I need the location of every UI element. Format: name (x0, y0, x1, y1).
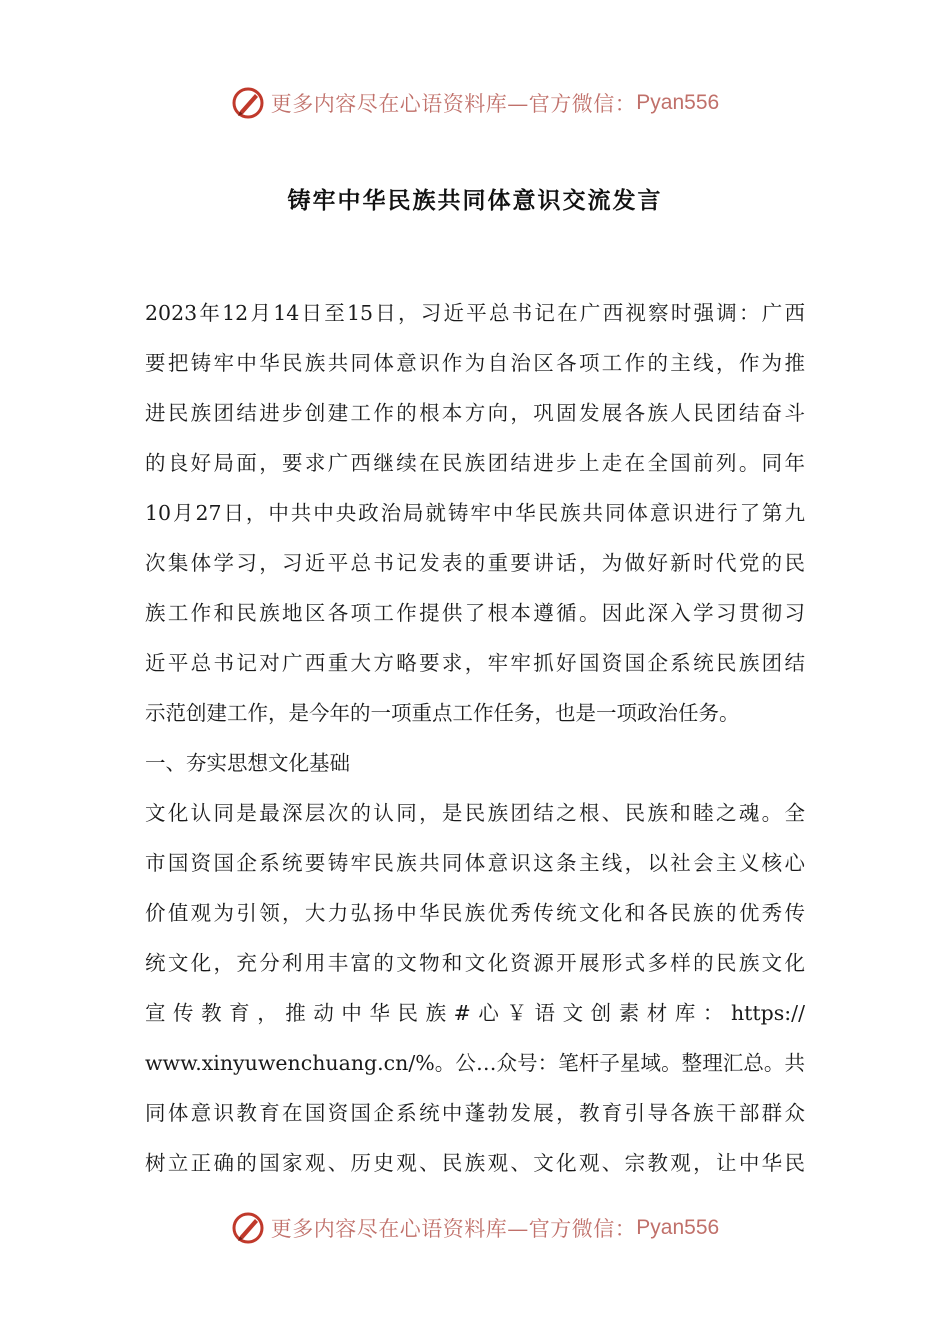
body-line: 进民族团结进步创建工作的根本方向，巩固发展各族人民团结奋斗 (145, 401, 805, 425)
banner-wechat-id: Pyan556 (636, 91, 720, 114)
body-line: 示范创建工作，是今年的一项重点工作任务，也是一项政治任务。 (145, 701, 740, 725)
pen-logo-icon (231, 86, 265, 120)
document-body (145, 288, 805, 1188)
body-line: 族工作和民族地区各项工作提供了根本遵循。因此深入学习贯彻习 (145, 601, 805, 625)
body-line: 同体意识教育在国资国企系统中蓬勃发展，教育引导各族干部群众 (145, 1101, 805, 1125)
body-line: 文化认同是最深层次的认同，是民族团结之根、民族和睦之魂。全 (145, 801, 805, 825)
body-line: www.xinyuwenchuang.cn/%。公…众号：笔杆子星域。整理汇总。共 (145, 1051, 805, 1075)
body-line: 的良好局面，要求广西继续在民族团结进步上走在全国前列。同年 (145, 451, 805, 475)
body-line: 10月27日，中共中央政治局就铸牢中华民族共同体意识进行了第九 (145, 501, 805, 525)
header-banner (0, 78, 950, 128)
body-line: 价值观为引领，大力弘扬中华民族优秀传统文化和各民族的优秀传 (145, 901, 805, 925)
body-line: 2023年12月14日至15日，习近平总书记在广西视察时强调：广西 (145, 301, 805, 325)
document-title: 铸牢中华民族共同体意识交流发言 (287, 188, 663, 214)
body-line: 近平总书记对广西重大方略要求，牢牢抓好国资国企系统民族团结 (145, 651, 805, 675)
footer-banner (0, 1203, 950, 1253)
body-line: 市国资国企系统要铸牢民族共同体意识这条主线，以社会主义核心 (145, 851, 805, 875)
body-line: 次集体学习，习近平总书记发表的重要讲话，为做好新时代党的民 (145, 551, 805, 575)
body-line: 要把铸牢中华民族共同体意识作为自治区各项工作的主线，作为推 (145, 351, 805, 375)
section-heading: 一、夯实思想文化基础 (145, 751, 350, 775)
banner-wechat-id: Pyan556 (636, 1216, 720, 1239)
banner-text: 更多内容尽在心语资料库—官方微信： (270, 92, 637, 116)
pen-logo-icon (231, 1211, 265, 1245)
body-line: 树立正确的国家观、历史观、民族观、文化观、宗教观，让中华民 (145, 1151, 805, 1175)
body-line: 宣传教育，推动中华民族#心￥语文创素材库：https:// (145, 1001, 805, 1025)
body-line: 统文化，充分利用丰富的文物和文化资源开展形式多样的民族文化 (145, 951, 805, 975)
banner-text: 更多内容尽在心语资料库—官方微信： (270, 1217, 637, 1241)
